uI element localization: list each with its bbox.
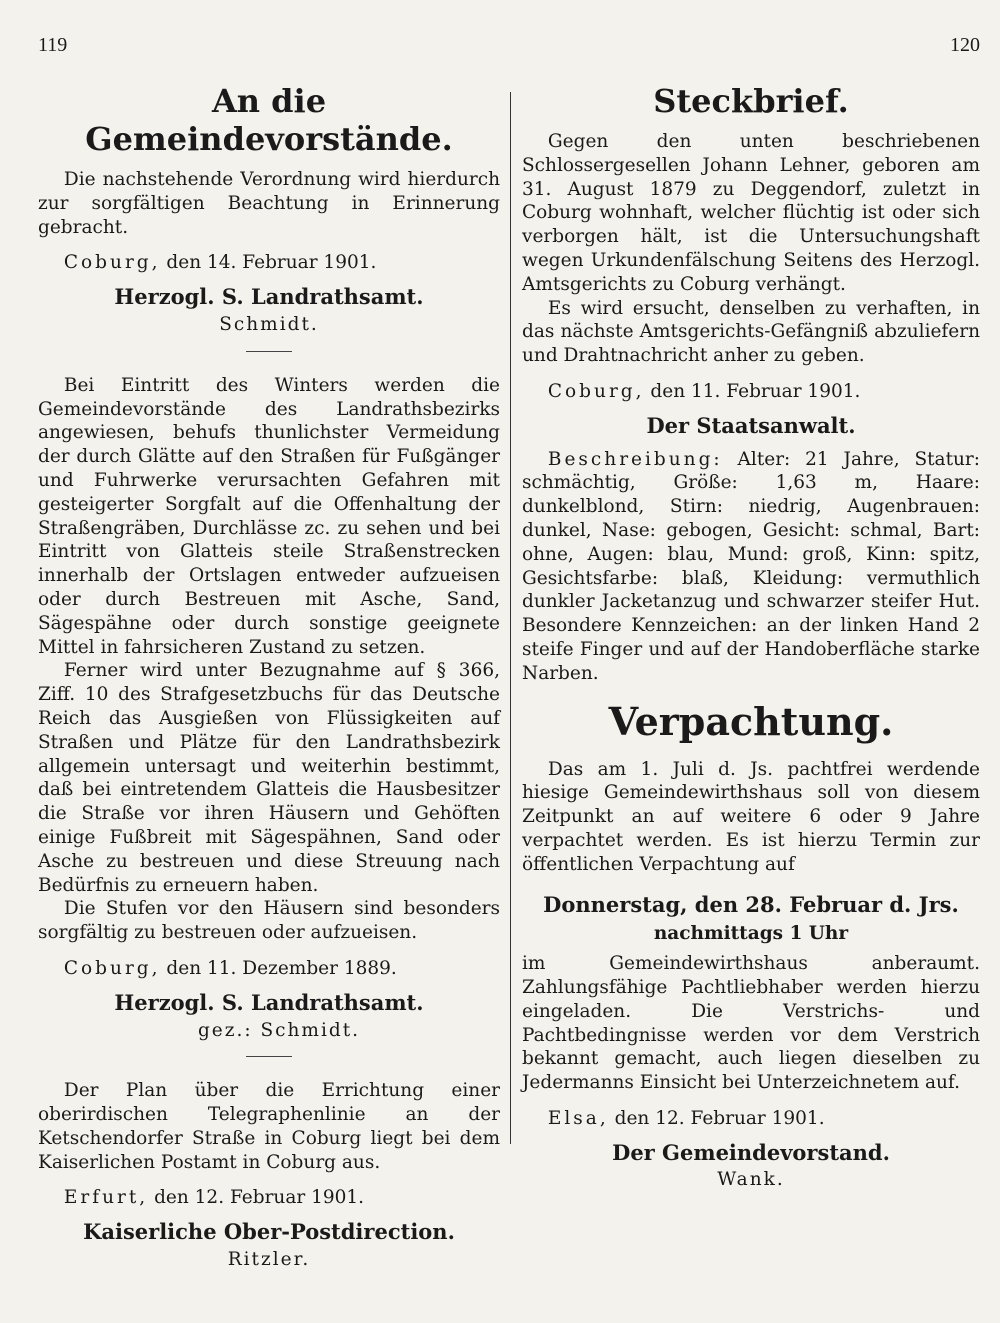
- ordinance-date: den 11. Dezember 1889.: [166, 957, 397, 979]
- ordinance-place: Coburg,: [63, 957, 161, 979]
- telegraph-date: den 12. Februar 1901.: [154, 1187, 365, 1209]
- ordinance-signature: gez.: Schmidt.: [197, 1019, 361, 1041]
- ordinance-paragraph-1: Bei Eintritt des Winters werden die Gemeindevorstände des Landrathsbezirks angewiesen, behufs thunlichster Vermeidung der durch Glätte auf den Straßen für Fußgänger und Fuhrwerke verursachten Gefahren mit gesteigerter Sorgfalt auf die Offenhaltung der Straßengräben, Durchlässe zc. zu sehen und bei Eintritt von Glatteis steile Straßenstrecken innerhalb der Ortslagen entweder aufzueisen oder durch Bestreuen mit Asche, Sand, Sägespähne oder durch sonstige geeignete Mittel in fahrsicheren Zustand zu setzen.: [38, 374, 500, 658]
- warrant-text: Gegen den unten beschriebenen Schlossergesellen Johann Lehner, geboren am 31. August 1879 zu Deggendorf, zuletzt in Coburg wohnhaft, welcher flüchtig ist oder sich verborgen hält, ist die Untersuchungshaft wegen Urkundenfälschung Seitens des Herzogl. Amtsgerichts zu Coburg verhängt.: [522, 131, 980, 295]
- lease-dateline: [522, 1107, 980, 1131]
- warrant-request: Es wird ersucht, denselben zu verhaften, in das nächste Amtsgerichts-Gefängniß abzuliefern und Drahtnachricht anher zu geben.: [522, 297, 980, 367]
- lease-date: Donnerstag, den 28. Februar d. Jrs.: [543, 891, 959, 917]
- lease-place: Elsa,: [547, 1107, 609, 1129]
- left-column: [38, 82, 500, 1278]
- lease-text: Das am 1. Juli d. Js. pachtfrei werdende hiesige Gemeindewirthshaus soll von diesem Zeitpunkt an auf weitere 6 oder 9 Jahre verpachtet werden. Es ist hierzu Termin zur öffentlichen Verpachtung auf: [522, 758, 980, 875]
- lease-signature: Wank.: [717, 1169, 785, 1191]
- lease-time: nachmittags 1 Uhr: [653, 923, 849, 945]
- description-paragraph: [522, 448, 980, 686]
- ordinance-paragraph-2: Ferner wird unter Bezugnahme auf § 366, Ziff. 10 des Strafgesetzbuchs für das Deutsche Reich das Ausgießen von Flüssigkeiten auf Straßen und Plätze für den Landrathsbezirk allgemein untersagt und weiterhin bestimmt, daß bei eintretendem Glatteis die Hausbesitzer die Straße vor ihren Häusern und Gehöften einige Fußbreit mit Sägespähnen, Sand oder Asche zu bestreuen und diese Streuung nach Bedürfnis zu erneuern haben.: [38, 660, 500, 896]
- telegraph-authority: Kaiserliche Ober-Postdirection.: [83, 1219, 455, 1245]
- page-number-left: 119: [38, 34, 68, 56]
- column-divider: [510, 92, 511, 1144]
- notice-title: An die Gemeindevorstände.: [85, 82, 453, 158]
- intro-dateline: [38, 251, 500, 275]
- intro-signature: Schmidt.: [219, 313, 319, 335]
- lease-text-2: im Gemeindewirthshaus anberaumt. Zahlungsfähige Pachtliebhaber werden hierzu eingeladen. Die Verstrichs- und Pachtbedingnisse werden vor dem Verstrich bekannt gemacht, auch liegen dieselben zu Jedermanns Einsicht bei Unterzeichnetem auf.: [522, 953, 980, 1094]
- separator-rule: [246, 351, 292, 352]
- ordinance-dateline: [38, 957, 500, 981]
- lease-authority: Der Gemeindevorstand.: [612, 1139, 890, 1165]
- description-text: Alter: 21 Jahre, Statur: schmächtig, Größe: 1,63 m, Haare: dunkelblond, Stirn: niedrig, Augenbrauen: dunkel, Nase: gebogen, Gesicht: schmal, Bart: ohne, Augen: blau, Mund: groß, Kinn: spitz, Gesichtsfarbe: blaß, Kleidung: vermuthlich dunkler Jacketanzug und schwarzer steifer Hut. Besondere Kennzeichen: an der linken Hand 2 steife Finger und auf der Handoberfläche starke Narben.: [522, 448, 981, 684]
- separator-rule: [246, 1056, 292, 1057]
- intro-place: Coburg,: [63, 252, 161, 274]
- intro-text: Die nachstehende Verordnung wird hierdurch zur sorgfältigen Beachtung in Erinnerung gebracht.: [38, 169, 500, 238]
- warrant-authority: Der Staatsanwalt.: [646, 412, 856, 438]
- ordinance-paragraph-3: Die Stufen vor den Häusern sind besonders sorgfältig zu bestreuen oder aufzueisen.: [38, 898, 500, 944]
- telegraph-dateline: [38, 1186, 500, 1210]
- page-number-right: 120: [950, 34, 980, 56]
- lease-date-signed: den 12. Februar 1901.: [614, 1107, 825, 1129]
- intro-authority: Herzogl. S. Landrathsamt.: [114, 284, 424, 310]
- intro-date: den 14. Februar 1901.: [166, 252, 377, 274]
- right-column: [522, 82, 980, 1198]
- lease-title: Verpachtung.: [608, 698, 894, 744]
- warrant-title: Steckbrief.: [653, 82, 849, 120]
- telegraph-signature: Ritzler.: [227, 1249, 311, 1271]
- telegraph-notice: Der Plan über die Errichtung einer oberirdischen Telegraphenlinie an der Ketschendorfer Straße in Coburg liegt bei dem Kaiserlichen Postamt in Coburg aus.: [38, 1080, 500, 1173]
- description-label: Beschreibung:: [547, 448, 723, 470]
- warrant-place: Coburg,: [547, 380, 645, 402]
- ordinance-authority: Herzogl. S. Landrathsamt.: [114, 989, 424, 1015]
- warrant-date: den 11. Februar 1901.: [650, 380, 861, 402]
- warrant-dateline: [522, 380, 980, 404]
- telegraph-place: Erfurt,: [63, 1187, 149, 1209]
